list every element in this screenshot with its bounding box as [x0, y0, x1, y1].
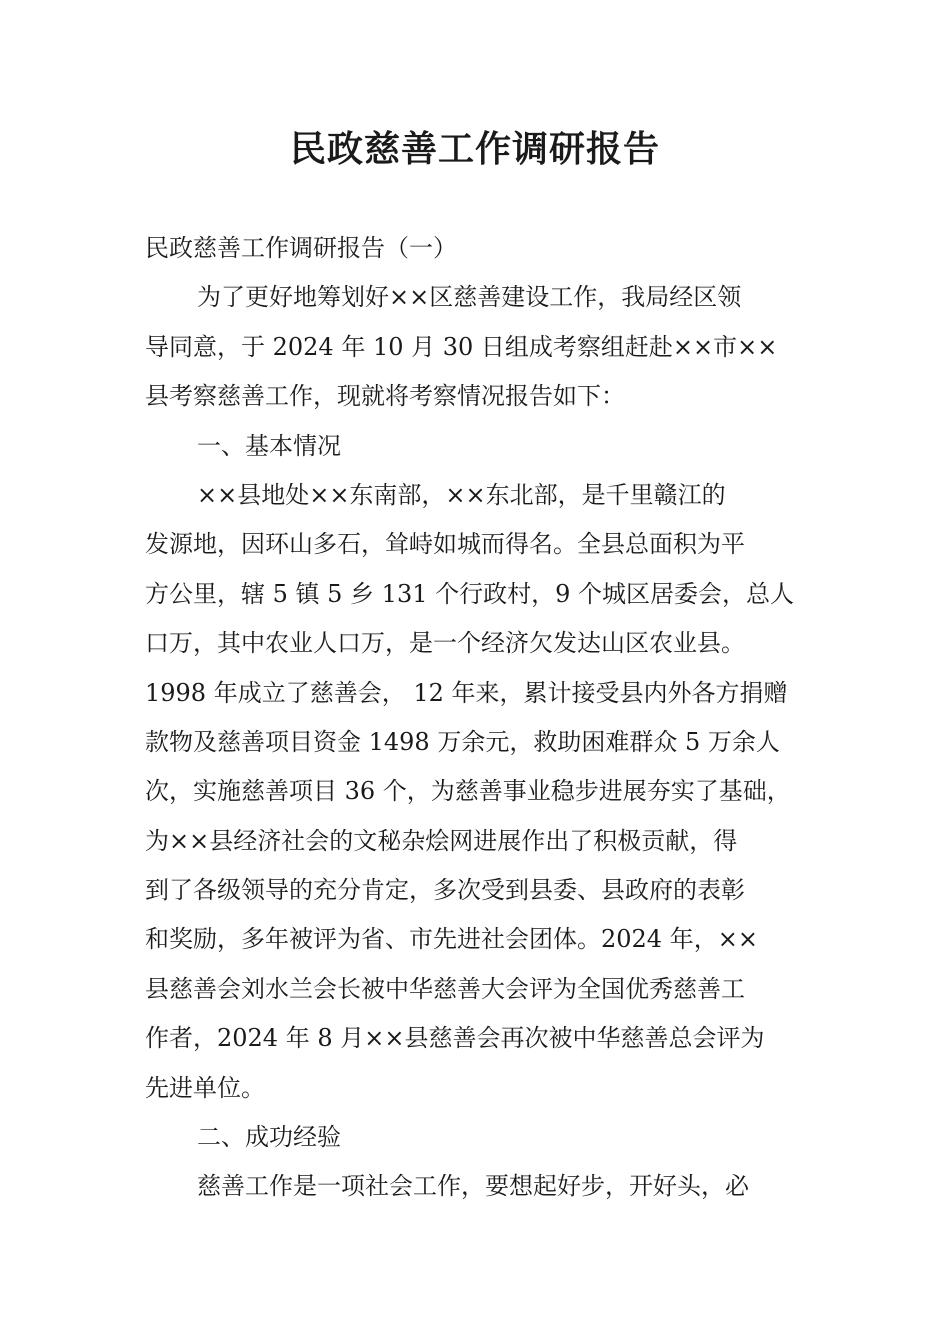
text-line: 款物及慈善项目资金 1498 万余元，救助困难群众 5 万余人	[145, 727, 780, 756]
text-line: 方公里，辖 5 镇 5 乡 131 个行政村，9 个城区居委会，总人	[145, 579, 795, 608]
text-line: 1998 年成立了慈善会， 12 年来，累计接受县内外各方捐赠	[145, 678, 788, 707]
text-line: 民政慈善工作调研报告（一）	[145, 234, 457, 262]
document-title: 民政慈善工作调研报告	[289, 129, 660, 170]
text-line: 一、基本情况	[197, 431, 341, 460]
text-line: 县慈善会刘水兰会长被中华慈善大会评为全国优秀慈善工	[145, 974, 745, 1003]
text-line: 口万，其中农业人口万，是一个经济欠发达山区农业县。	[145, 629, 745, 658]
text-line: 二、成功经验	[197, 1123, 341, 1152]
text-line: 导同意，于 2024 年 10 月 30 日组成考察组赶赴××市××	[145, 332, 778, 361]
text-line: 为××县经济社会的文秘杂烩网进展作出了积极贡献，得	[145, 826, 738, 855]
text-line: ××县地处××东南部，××东北部，是千里赣江的	[197, 480, 726, 509]
text-line: 县考察慈善工作，现就将考察情况报告如下：	[145, 382, 625, 411]
document-body	[145, 224, 825, 1212]
text-line: 发源地，因环山多石，耸峙如城而得名。全县总面积为平	[145, 530, 745, 559]
text-line: 次，实施慈善项目 36 个，为慈善事业稳步进展夯实了基础，	[145, 777, 791, 806]
text-line: 先进单位。	[145, 1073, 265, 1102]
text-line: 作者，2024 年 8 月××县慈善会再次被中华慈善总会评为	[145, 1024, 765, 1053]
text-line: 慈善工作是一项社会工作，要想起好步，开好头，必	[197, 1172, 749, 1201]
text-line: 到了各级领导的充分肯定，多次受到县委、县政府的表彰	[145, 876, 745, 905]
text-line: 为了更好地筹划好××区慈善建设工作，我局经区领	[197, 283, 742, 312]
text-line: 和奖励，多年被评为省、市先进社会团体。2024 年，××	[145, 925, 758, 954]
